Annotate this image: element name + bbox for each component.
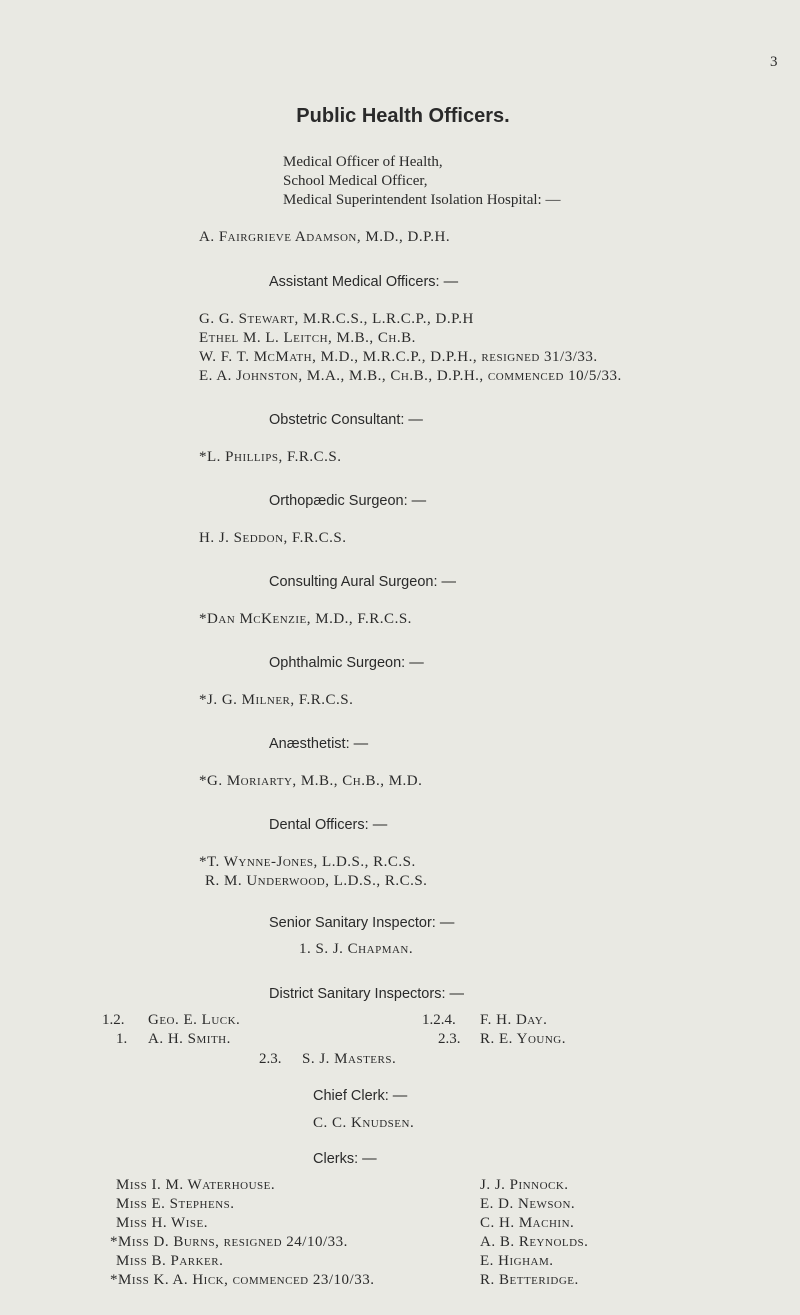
district-inspector: A. H. Smith. [148,1031,231,1047]
district-code: 2.3. [438,1031,461,1047]
assistant-officer: Ethel M. L. Leitch, M.B., Ch.B. [199,330,416,346]
dental-heading: Dental Officers: — [269,817,388,833]
ophthalmic-name: *J. G. Milner, F.R.C.S. [199,692,354,708]
ophthalmic-heading: Ophthalmic Surgeon: — [269,655,424,671]
district-inspector: R. E. Young. [480,1031,566,1047]
assistant-heading: Assistant Medical Officers: — [269,274,459,290]
clerk-left: Miss E. Stephens. [116,1196,235,1212]
clerk-right: R. Betteridge. [480,1272,579,1288]
clerk-left: *Miss K. A. Hick, commenced 23/10/33. [110,1272,375,1288]
district-inspector: Geo. E. Luck. [148,1012,241,1028]
orthopaedic-heading: Orthopædic Surgeon: — [269,493,427,509]
aural-heading: Consulting Aural Surgeon: — [269,574,456,590]
dental-officer: R. M. Underwood, L.D.S., R.C.S. [205,873,428,889]
anaesthetist-name: *G. Moriarty, M.B., Ch.B., M.D. [199,773,423,789]
dental-officer: *T. Wynne-Jones, L.D.S., R.C.S. [199,854,416,870]
page-title: Public Health Officers. [296,105,510,127]
district-code: 1.2.4. [422,1012,456,1028]
assistant-officer: G. G. Stewart, M.R.C.S., L.R.C.P., D.P.H [199,311,474,327]
district-code: 1.2. [102,1012,125,1028]
clerks-heading: Clerks: — [313,1151,377,1167]
assistant-officer: E. A. Johnston, M.A., M.B., Ch.B., D.P.H., commenced 10/5/33. [199,368,622,384]
clerk-left: *Miss D. Burns, resigned 24/10/33. [110,1234,348,1250]
orthopaedic-name: H. J. Seddon, F.R.C.S. [199,530,347,546]
chief-clerk-heading: Chief Clerk: — [313,1088,408,1104]
clerk-right: C. H. Machin. [480,1215,575,1231]
district-inspector: S. J. Masters. [302,1051,397,1067]
clerk-left: Miss I. M. Waterhouse. [116,1177,276,1193]
clerk-left: Miss B. Parker. [116,1253,224,1269]
page-number: 3 [770,54,778,70]
district-code: 2.3. [259,1051,282,1067]
senior-sanitary-name: 1. S. J. Chapman. [299,941,414,957]
moh-title-line-1: Medical Officer of Health, [283,154,443,170]
moh-title-line-3: Medical Superintendent Isolation Hospital: — [283,192,561,208]
clerk-left: Miss H. Wise. [116,1215,208,1231]
clerk-right: E. D. Newson. [480,1196,576,1212]
district-heading: District Sanitary Inspectors: — [269,986,464,1002]
moh-name: A. Fairgrieve Adamson, M.D., D.P.H. [199,229,451,245]
assistant-officer: W. F. T. McMath, M.D., M.R.C.P., D.P.H., resigned 31/3/33. [199,349,598,365]
district-code: 1. [116,1031,128,1047]
aural-name: *Dan McKenzie, M.D., F.R.C.S. [199,611,412,627]
obstetric-heading: Obstetric Consultant: — [269,412,423,428]
anaesthetist-heading: Anæsthetist: — [269,736,369,752]
district-inspector: F. H. Day. [480,1012,548,1028]
obstetric-name: *L. Phillips, F.R.C.S. [199,449,342,465]
senior-sanitary-heading: Senior Sanitary Inspector: — [269,915,455,931]
clerk-right: A. B. Reynolds. [480,1234,589,1250]
moh-title-line-2: School Medical Officer, [283,173,428,189]
clerk-right: J. J. Pinnock. [480,1177,569,1193]
chief-clerk-name: C. C. Knudsen. [313,1115,415,1131]
clerk-right: E. Higham. [480,1253,554,1269]
